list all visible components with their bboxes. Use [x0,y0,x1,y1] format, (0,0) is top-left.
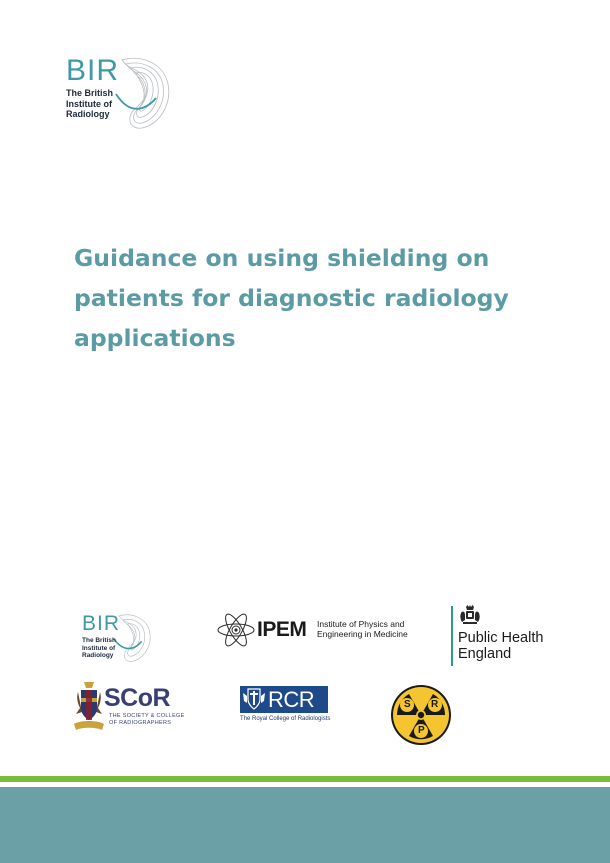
srp-letter-s: S [404,699,411,710]
coat-of-arms-icon [72,680,106,736]
partner-logo-phe [451,604,561,668]
srp-letter-p: P [418,725,425,736]
bir-full-name: The British Institute of Radiology [82,637,116,659]
partner-logo-scor [72,680,192,736]
title-line: patients for diagnostic radiology [74,284,509,312]
ipem-full-name: Institute of Physics and Engineering in Medicine [317,619,408,639]
document-title [74,238,509,358]
bir-abbreviation: BIR [82,612,121,635]
title-line: Guidance on using shielding on [74,244,490,272]
srp-letter-r: R [431,699,439,710]
rcr-full-name: The Royal College of Radiologists [240,716,331,722]
rcr-abbreviation: RCR [268,687,315,712]
partner-logo-ipem [216,612,431,648]
atom-icon [216,612,256,648]
rcr-crest-icon [242,687,266,712]
contour-graphic [112,54,174,132]
royal-crest-icon [459,604,481,626]
title-line: applications [74,324,236,352]
radiation-trefoil-icon [390,684,452,746]
phe-name: Public Health England [458,630,544,662]
phe-divider [451,606,453,666]
bir-abbreviation: BIR [66,54,120,87]
footer-green-stripe [0,776,610,782]
ipem-abbreviation: IPEM [257,618,307,641]
partner-logo-bir [80,612,170,664]
scor-full-name: THE SOCIETY & COLLEGE OF RADIOGRAPHERS [109,713,185,726]
scor-abbreviation: SCoR [104,684,171,712]
bir-full-name: The British Institute of Radiology [66,88,114,119]
partner-logo-srp [390,684,452,746]
footer-teal-band [0,787,610,863]
partner-logo-rcr [240,686,332,726]
header-bir-logo [52,52,172,134]
